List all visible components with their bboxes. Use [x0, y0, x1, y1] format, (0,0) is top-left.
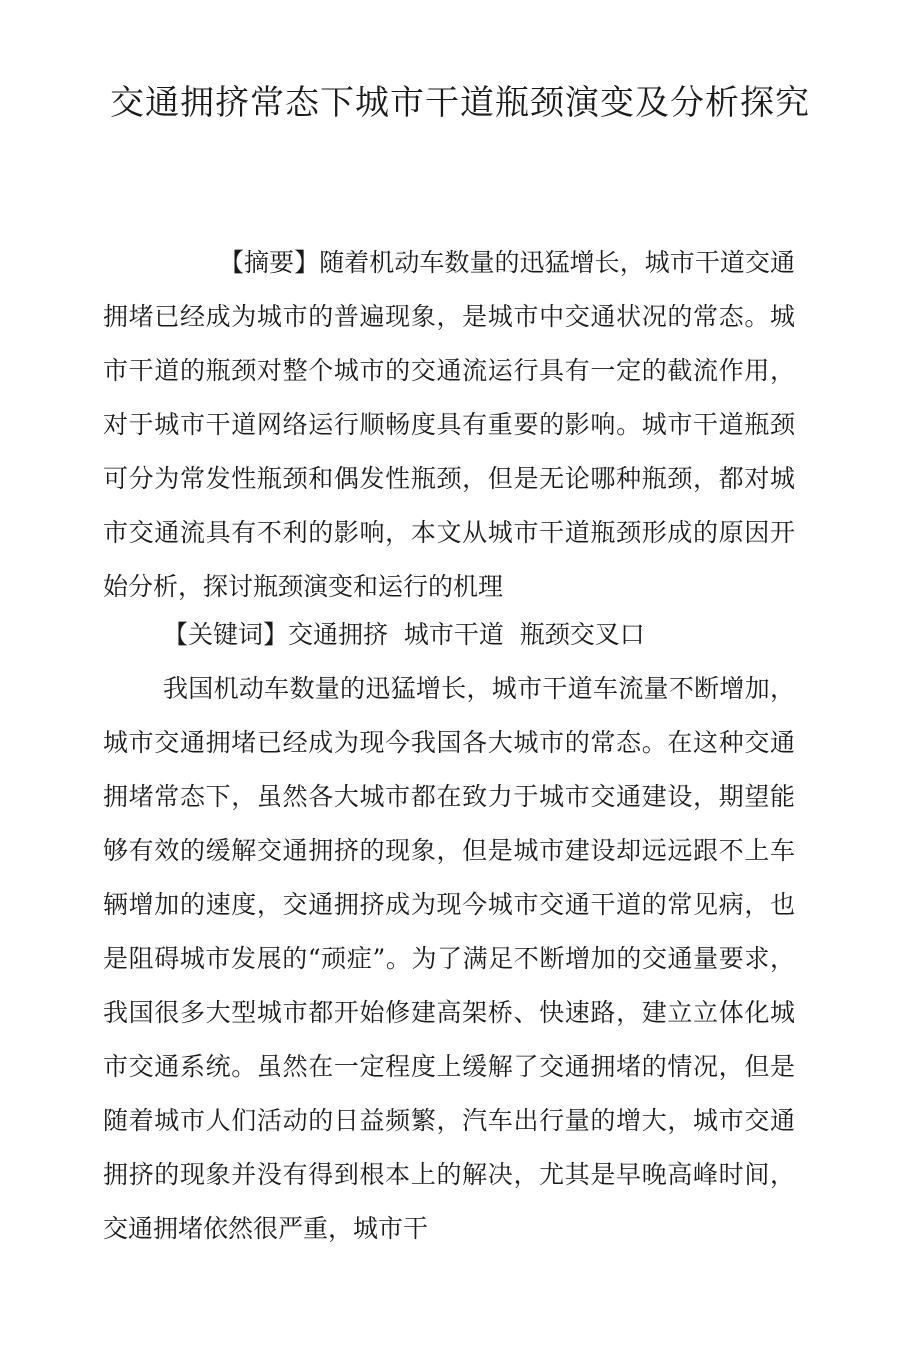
abstract-text: 随着机动车数量的迅猛增长，城市干道交通拥堵已经成为城市的普遍现象，是城市中交通状况的常态。城市干道的瓶颈对整个城市的交通流运行具有一定的截流作用，对于城市干道网络运行顺畅度具有重要的影响。城市干道瓶颈可分为常发性瓶颈和偶发性瓶颈，但是无论哪种瓶颈，都对城市交通流具有不利的影响，本文从城市干道瓶颈形成的原因开始分析，探讨瓶颈演变和运行的机理 [103, 248, 795, 601]
keywords-text: 交通拥挤 城市干道 瓶颈交叉口 [288, 620, 645, 649]
keywords-label: 【关键词】 [163, 620, 289, 649]
abstract-paragraph [103, 236, 795, 614]
abstract-label: 【摘要】 [219, 248, 320, 277]
body-paragraph: 我国机动车数量的迅猛增长，城市干道车流量不断增加，城市交通拥堵已经成为现今我国各大城市的常态。在这种交通拥堵常态下，虽然各大城市都在致力于城市交通建设，期望能够有效的缓解交通拥挤的现象，但是城市建设却远远跟不上车辆增加的速度，交通拥挤成为现今城市交通干道的常见病，也是阻碍城市发展的“顽症”。为了满足不断增加的交通量要求，我国很多大型城市都开始修建高架桥、快速路，建立立体化城市交通系统。虽然在一定程度上缓解了交通拥堵的情况，但是随着城市人们活动的日益频繁，汽车出行量的增大，城市交通拥挤的现象并没有得到根本上的解决，尤其是早晚高峰时间，交通拥堵依然很严重，城市干 [103, 674, 795, 1243]
keywords-paragraph [103, 608, 795, 662]
document-title: 交通拥挤常态下城市干道瓶颈演变及分析探究 [110, 83, 810, 123]
